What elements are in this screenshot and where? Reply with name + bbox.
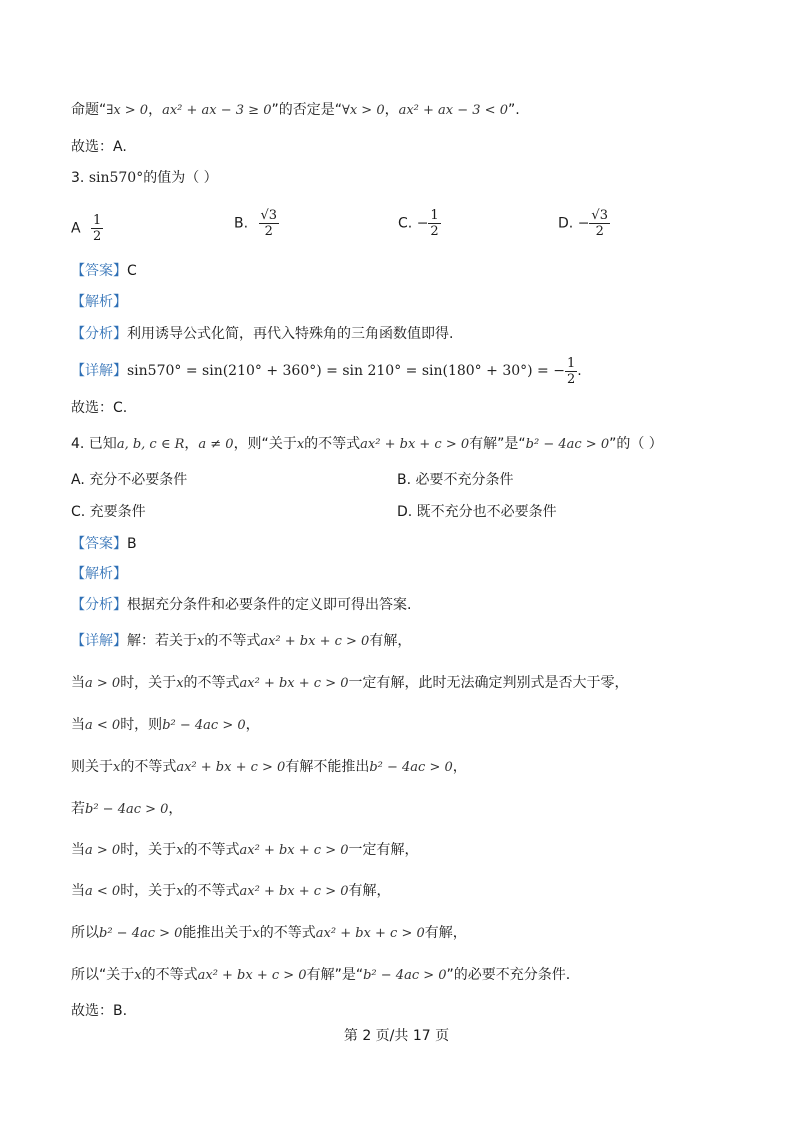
math-var: x <box>252 926 260 941</box>
q4-option-a: A. 充分不必要条件 <box>71 472 188 488</box>
math-expr: ax² + ax − 3 < 0 <box>398 103 508 118</box>
reasoning-line: 当a > 0时，关于x的不等式ax² + bx + c > 0一定有解，此时无法确定判别式是否大于零， <box>71 675 629 691</box>
math-var: x <box>197 634 205 649</box>
option-label: A <box>71 220 81 237</box>
math-expr: a < 0 <box>85 884 121 899</box>
text: ， <box>148 102 163 118</box>
choice-line: 故选：C. <box>71 400 128 416</box>
statement-line <box>71 100 520 121</box>
question-4: 4. 已知a, b, c ∈ R，a ≠ 0，则“关于x的不等式ax² + bx + c > 0有解”是“b² − 4ac > 0”的（ ） <box>71 436 663 452</box>
math-var: x <box>176 676 184 691</box>
math-var: x <box>176 843 184 858</box>
answer-tag: 【答案】 <box>71 536 127 552</box>
math-expr: ax² + bx + c > 0 <box>360 437 470 452</box>
detail-3: 【详解】sin570° = sin(210° + 360°) = sin 210° = sin(180° + 30°) = − $\frac{1}{2}$ . <box>71 355 582 387</box>
reasoning-line: 若b² − 4ac > 0， <box>71 801 183 817</box>
math-expr: sin570° <box>88 170 144 186</box>
analysis-4: 【分析】根据充分条件和必要条件的定义即可得出答案. <box>71 597 412 613</box>
answer-tag: 【答案】 <box>71 263 127 279</box>
analysis-tag: 【分析】 <box>71 597 127 613</box>
math-expr: ax² + ax − 3 ≥ 0 <box>162 103 272 118</box>
math-expr: a ≠ 0 <box>198 437 234 452</box>
math-expr: ∃x > 0 <box>106 103 149 118</box>
math-expr: ax² + bx + c > 0 <box>197 968 307 983</box>
option-label: B. <box>234 215 249 232</box>
math-var: x <box>134 968 142 983</box>
answer-value: C <box>127 263 137 279</box>
math-expr: a > 0 <box>85 676 121 691</box>
q3-option-c: C. − $\frac{1}{2}$ <box>398 208 439 239</box>
math-expr: ax² + bx + c > 0 <box>239 884 349 899</box>
math-expr: b² − 4ac > 0 <box>363 968 447 983</box>
math-var: x <box>113 760 121 775</box>
analysis-3: 【分析】利用诱导公式化简，再代入特殊角的三角函数值即得. <box>71 326 454 342</box>
math-expr: b² − 4ac > 0 <box>525 437 610 452</box>
q3-option-a <box>71 213 103 244</box>
option-label: D. <box>558 215 574 232</box>
question-3 <box>71 168 218 188</box>
math-var: x <box>296 437 305 452</box>
math-var: x <box>176 884 184 899</box>
math-expr: ax² + bx + c > 0 <box>239 843 349 858</box>
math-expr: b² − 4ac > 0 <box>369 760 453 775</box>
math-expr: b² − 4ac > 0 <box>85 802 169 817</box>
math-expr: a, b, c ∈ R <box>116 437 185 452</box>
choice-line: 故选：A. <box>71 139 127 155</box>
reasoning-line: 当a > 0时，关于x的不等式ax² + bx + c > 0一定有解， <box>71 842 419 858</box>
reasoning-line: 当a < 0时，关于x的不等式ax² + bx + c > 0有解， <box>71 883 391 899</box>
text: 命题“ <box>71 102 107 118</box>
fraction: $\frac{√3}{2}$ <box>260 208 278 239</box>
question-number: 3. <box>71 170 89 186</box>
answer-value: B <box>127 536 137 552</box>
text: ”. <box>507 102 520 118</box>
q4-option-d: D. 既不充分也不必要条件 <box>397 504 557 520</box>
math-expr: a > 0 <box>85 843 121 858</box>
math-expr: ax² + bx + c > 0 <box>176 760 286 775</box>
analysis-tag: 【分析】 <box>71 326 127 342</box>
reasoning-line: 则关于x的不等式ax² + bx + c > 0有解不能推出b² − 4ac > 0， <box>71 759 467 775</box>
math-expr: sin570° = sin(210° + 360°) = sin 210° = sin(180° + 30°) = − <box>127 363 565 379</box>
answer-4 <box>71 534 137 554</box>
q4-option-b: B. 必要不充分条件 <box>397 472 514 488</box>
math-expr: ∀x > 0 <box>341 103 385 118</box>
reasoning-line: 当a < 0时，则b² − 4ac > 0， <box>71 717 260 733</box>
q3-option-d: D. − $\frac{√3}{2}$ <box>558 208 608 239</box>
answer-3 <box>71 261 137 281</box>
math-expr: ax² + bx + c > 0 <box>239 676 349 691</box>
reasoning-line: 所以b² − 4ac > 0能推出关于x的不等式ax² + bx + c > 0有解， <box>71 925 467 941</box>
detail-4: 【详解】解：若关于x的不等式ax² + bx + c > 0有解， <box>71 633 412 649</box>
math-expr: a < 0 <box>85 718 121 733</box>
q3-option-b <box>234 208 279 239</box>
detail-tag: 【详解】 <box>71 363 127 379</box>
analysis-heading: 【解析】 <box>71 566 127 582</box>
analysis-heading: 【解析】 <box>71 294 127 310</box>
fraction: $\frac{√3}{2}$ <box>591 208 608 239</box>
text: ， <box>384 102 399 118</box>
math-expr: ax² + bx + c > 0 <box>260 634 370 649</box>
math-expr: ax² + bx + c > 0 <box>315 926 425 941</box>
choice-line: 故选：B. <box>71 1003 128 1019</box>
text: ”的否定是“ <box>271 102 342 118</box>
fraction: $\frac{1}{2}$ <box>93 213 102 244</box>
question-text: 的值为（ ） <box>143 170 218 186</box>
option-label: C. <box>398 215 413 232</box>
detail-tag: 【详解】 <box>71 633 127 649</box>
math-expr: b² − 4ac > 0 <box>162 718 246 733</box>
q4-option-c: C. 充要条件 <box>71 504 146 520</box>
reasoning-line: 所以“关于x的不等式ax² + bx + c > 0有解”是“b² − 4ac > 0”的必要不充分条件. <box>71 967 571 983</box>
math-expr: b² − 4ac > 0 <box>99 926 183 941</box>
fraction: $\frac{1}{2}$ <box>430 208 439 239</box>
page-footer: 第 2 页/共 17 页 <box>343 1028 450 1044</box>
fraction: $\frac{1}{2}$ <box>566 355 576 387</box>
